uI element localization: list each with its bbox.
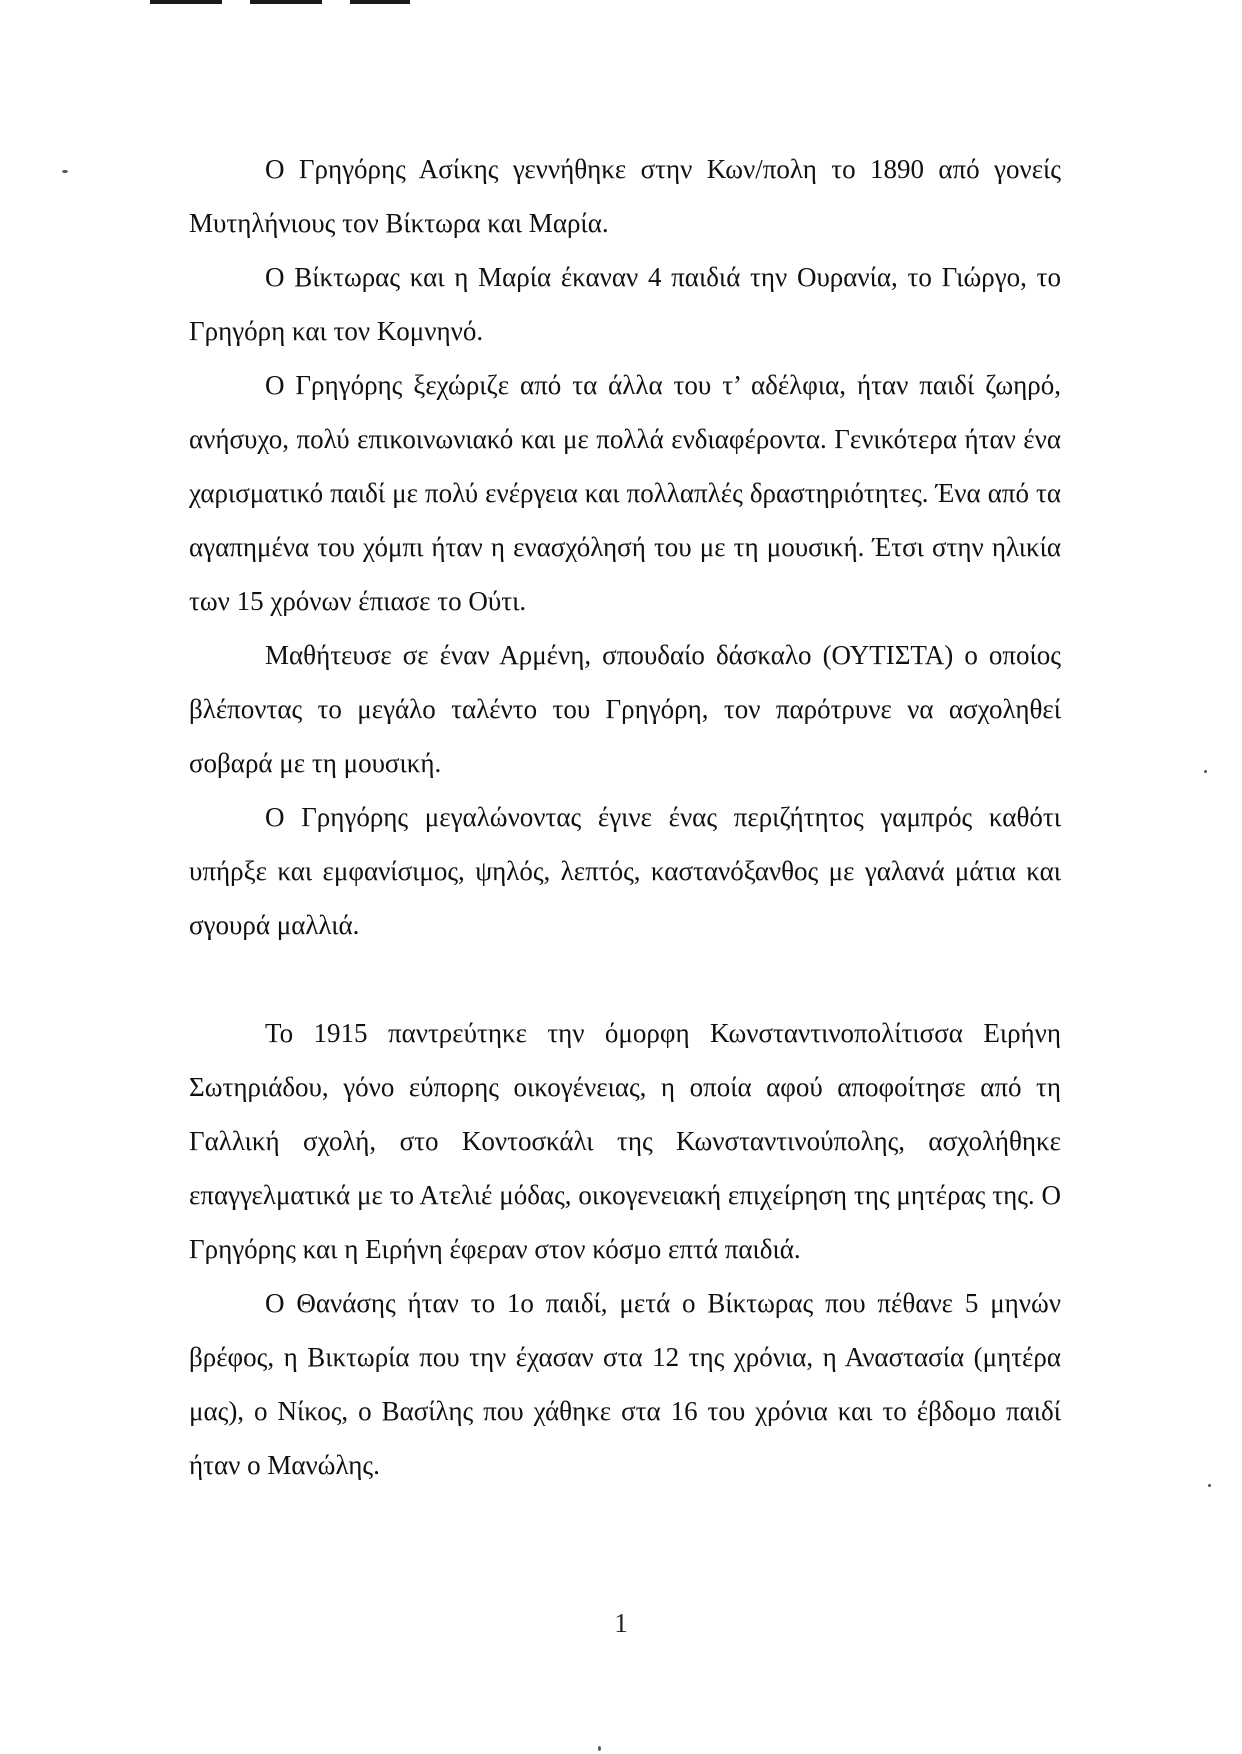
paragraph-childhood: Ο Γρηγόρης ξεχώριζε από τα άλλα του τ’ αδέλφια, ήταν παιδί ζωηρό, ανήσυχο, πολύ επικοινωνιακό και με πολλά ενδιαφέροντα. Γενικότερα ήταν ένα χαρισματικό παιδί με πολύ ενέργεια και πολλαπλές δραστηριότητες. Ένα από τα αγαπημένα του χόμπι ήταν η ενασχόλησή του με τη μουσική. Έτσι στην ηλικία των 15 χρόνων έπιασε το Ούτι.: [189, 370, 1061, 616]
paragraph-siblings: Ο Βίκτωρας και η Μαρία έκαναν 4 παιδιά την Ουρανία, το Γιώργο, το Γρηγόρη και τον Κομνηνό.: [189, 262, 1061, 346]
scan-speck: [62, 170, 68, 173]
scan-edge-mark: [150, 0, 222, 4]
page-number: 1: [614, 1608, 628, 1638]
scan-edge-mark: [350, 0, 410, 4]
paragraph-children: Ο Θανάσης ήταν το 1ο παιδί, μετά ο Βίκτωρας που πέθανε 5 μηνών βρέφος, η Βικτωρία που την έχασαν στα 12 της χρόνια, η Αναστασία (μητέρα μας), ο Νίκος, ο Βασίλης που χάθηκε στα 16 του χρόνια και το έβδομο παιδί ήταν ο Μανώλης.: [189, 1288, 1061, 1480]
paragraph-teacher: Μαθήτευσε σε έναν Αρμένη, σπουδαίο δάσκαλο (ΟΥΤΙΣΤΑ) ο οποίος βλέποντας το μεγάλο ταλέντο του Γρηγόρη, τον παρότρυνε να ασχοληθεί σοβαρά με τη μουσική.: [189, 640, 1061, 778]
paragraph-marriage: Το 1915 παντρεύτηκε την όμορφη Κωνσταντινοπολίτισσα Ειρήνη Σωτηριάδου, γόνο εύπορης οικογένειας, η οποία αφού αποφοίτησε από τη Γαλλική σχολή, στο Κοντοσκάλι της Κωνσταντινούπολης, ασχολήθηκε επαγγελματικά με το Ατελιέ μόδας, οικογενειακή επιχείρηση της μητέρας της. Ο Γρηγόρης και η Ειρήνη έφεραν στον κόσμο επτά παιδιά.: [189, 1018, 1061, 1264]
scan-speck: [1204, 770, 1207, 773]
document-body: [189, 142, 1061, 1492]
scan-edge-mark: [250, 0, 322, 4]
paragraph-appearance: Ο Γρηγόρης μεγαλώνοντας έγινε ένας περιζήτητος γαμπρός καθότι υπήρξε και εμφανίσιμος, ψηλός, λεπτός, καστανόξανθος με γαλανά μάτια και σγουρά μαλλιά.: [189, 802, 1061, 940]
scan-speck: [1208, 1484, 1211, 1487]
paragraph-birth: Ο Γρηγόρης Ασίκης γεννήθηκε στην Κων/πολη το 1890 από γονείς Μυτηλήνιους τον Βίκτωρα και Μαρία.: [189, 154, 1061, 238]
scan-speck: [598, 1746, 601, 1751]
